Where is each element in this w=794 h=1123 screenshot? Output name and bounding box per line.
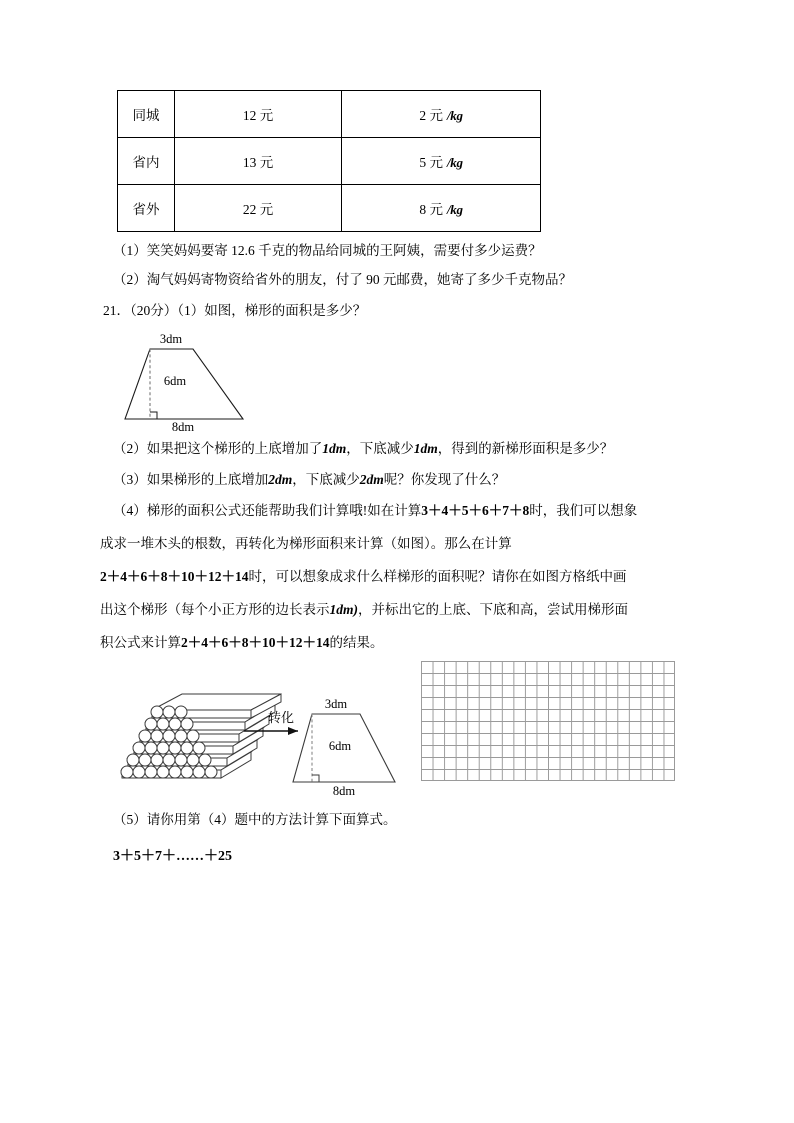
problem-21-q4-line2: 成求一堆木头的根数，再转化为梯形面积来计算（如图）。那么在计算: [100, 536, 512, 551]
q4-l4-text-b: ，并标出它的上底、下底和高，尝试用梯形面: [358, 602, 628, 617]
cell-base-fee: 22 元: [175, 185, 342, 232]
q4-l4-text-a: 出这个梯形（每个小正方形的边长表示: [100, 602, 330, 617]
q3-unit-1: 2dm: [268, 472, 293, 487]
trapezoid-figure-1: [103, 327, 283, 437]
problem-21-heading: 21．（20分）（1）如图，梯形的面积是多少？: [103, 303, 367, 318]
log-stack: [121, 694, 281, 778]
q4-l3-math: 2＋4＋6＋8＋10＋12＋14: [100, 569, 249, 584]
shipping-fee-table: [117, 90, 541, 232]
cell-region: 省外: [118, 185, 175, 232]
q4-l5-math: 2＋4＋6＋8＋10＋12＋14: [181, 635, 330, 650]
q2-text-c: ，得到的新梯形面积是多少？: [437, 441, 614, 456]
q4-l5-text-a: 积公式来计算: [100, 635, 181, 650]
trapezoid-figure-2: [290, 690, 405, 803]
fig2-bottom-label: 8dm: [332, 784, 356, 798]
cell-region: 同城: [118, 91, 175, 138]
q2-text-a: （2）如果把这个梯形的上底增加了: [113, 441, 323, 456]
table-row: [118, 185, 541, 232]
right-angle-marker: [312, 775, 319, 782]
fig1-height-label: 6dm: [163, 374, 187, 388]
trapezoid-svg: [103, 327, 283, 432]
rate-unit: /kg: [446, 155, 463, 170]
q4-l1-text-b: 时，我们可以想象: [529, 503, 638, 518]
q2-unit-2: 1dm: [413, 441, 438, 456]
q4-l5-text-b: 的结果。: [329, 635, 384, 650]
cell-base-fee: 13 元: [175, 138, 342, 185]
cell-rate: [342, 138, 541, 185]
q3-text-c: 呢？你发现了什么？: [383, 472, 506, 487]
q2-text-b: ，下底减少: [346, 441, 414, 456]
q3-text-b: ，下底减少: [292, 472, 360, 487]
problem-21-q4-line5: [100, 635, 384, 651]
problem-21-q3: [113, 472, 505, 488]
q2-unit-1: 1dm: [322, 441, 347, 456]
table-question-2: （2）淘气妈妈寄物资给省外的朋友，付了 90 元邮费，她寄了多少千克物品？: [113, 272, 572, 287]
table-question-1: （1）笑笑妈妈要寄 12.6 千克的物品给同城的王阿姨，需要付多少运费？: [113, 243, 542, 258]
problem-21-q5-expression: 3＋5＋7＋……＋25: [113, 849, 232, 864]
right-angle-marker: [150, 412, 157, 419]
q3-text-a: （3）如果梯形的上底增加: [113, 472, 269, 487]
rate-value: 5 元: [419, 155, 443, 170]
q4-l4-unit: 1dm): [329, 602, 358, 617]
cell-rate: [342, 91, 541, 138]
cell-region: 省内: [118, 138, 175, 185]
problem-21-q4-line4: [100, 602, 628, 618]
problem-21-q2: [113, 441, 613, 457]
q4-l3-text-b: 时，可以想象成求什么样梯形的面积呢？请你在如图方格纸中画: [248, 569, 627, 584]
q4-l1-text-a: （4）梯形的面积公式还能帮助我们计算哦!如在计算: [113, 503, 422, 518]
fig2-height-label: 6dm: [328, 739, 352, 753]
fig1-top-label: 3dm: [159, 332, 183, 346]
fig2-top-label: 3dm: [324, 697, 348, 711]
grid-paper[interactable]: [421, 661, 675, 781]
rate-unit: /kg: [446, 202, 463, 217]
trapezoid-2-svg: [290, 690, 405, 798]
transform-label: 转化: [268, 710, 295, 725]
problem-21-q5: （5）请你用第（4）题中的方法计算下面算式。: [113, 812, 397, 827]
problem-21-q4-line3: [100, 569, 627, 585]
table-row: [118, 138, 541, 185]
rate-value: 2 元: [419, 108, 443, 123]
q3-unit-2: 2dm: [359, 472, 384, 487]
table-row: [118, 91, 541, 138]
rate-unit: /kg: [446, 108, 463, 123]
fig1-bottom-label: 8dm: [171, 420, 195, 432]
cell-base-fee: 12 元: [175, 91, 342, 138]
cell-rate: [342, 185, 541, 232]
problem-21-q4-line1: [113, 503, 637, 519]
q4-l1-math: 3＋4＋5＋6＋7＋8: [421, 503, 530, 518]
rate-value: 8 元: [419, 202, 443, 217]
